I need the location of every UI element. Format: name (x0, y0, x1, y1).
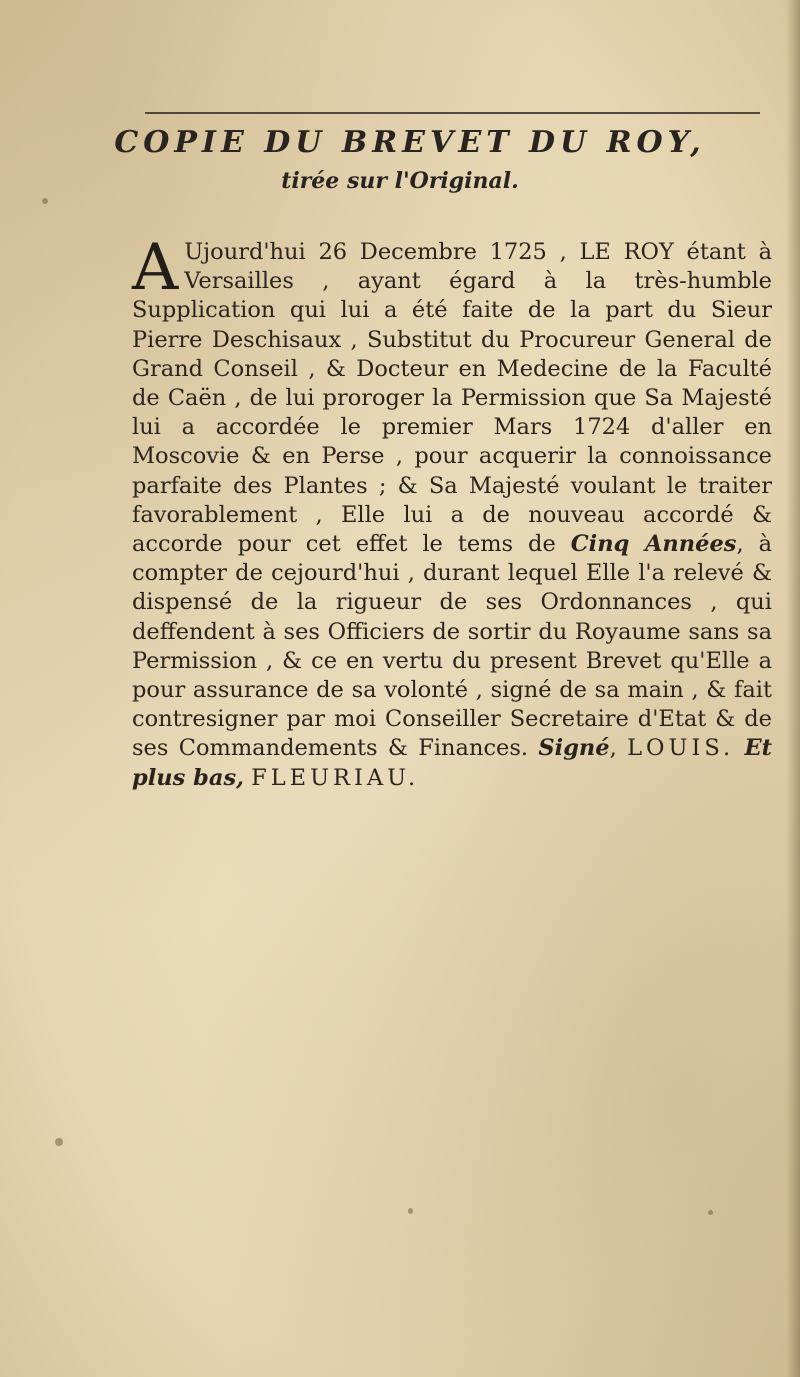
body-intro: Ujourd'hui 26 Decembre 1725 , LE ROY étant à Versailles , ayant égard à la très-humble Supplication qui lui a été faite de la part du Sieur Pierre Deschisaux , Substitut du Procureur General de Grand Conseil , & Docteur en Medecine de la Faculté de Caën , de lui proroger la Permission que Sa Majesté lui a accordée le premier Mars 1724 d'aller en Moscovie & en Perse , pour acquerir la connoissance parfaite des Plantes ; & Sa Majesté voulant le traiter favorablement , Elle lui a de nouveau accordé & accorde pour cet effet le tems de (132, 239, 772, 558)
countersigner-name: FLEURIAU. (251, 764, 420, 791)
document-title: COPIE DU BREVET DU ROY, (114, 125, 706, 160)
document-body: A Ujourd'hui 26 Decembre 1725 , LE ROY étant à Versailles , ayant égard à la très-humble Supplication qui lui a été faite de la part du Sieur Pierre Deschisaux , Substitut du Procureur General de Grand Conseil , & Docteur en Medecine de la Faculté de Caën , de lui proroger la Permission que Sa Majesté lui a accordée le premier Mars 1724 d'aller en Moscovie & en Perse , pour acquerir la connoissance parfaite des Plantes ; & Sa Majesté voulant le traiter favorablement , Elle lui a de nouveau accordé & accorde pour cet effet le tems de Cinq Années, à compter de cejourd'hui , durant lequel Elle l'a relevé & dispensé de la rigueur de ses Ordonnances , qui deffendent à ses Officiers de sortir du Royaume sans sa Permission , & ce en vertu du present Brevet qu'Elle a pour assurance de sa volonté , signé de sa main , & fait contresigner par moi Conseiller Secretaire d'Etat & de ses Commandements & Finances. Signé, LOUIS. Et plus bas, FLEURIAU. (132, 231, 773, 791)
lower-label: Et plus bas, (132, 735, 773, 791)
ink-spot (408, 1208, 413, 1214)
ink-spot (708, 1210, 713, 1215)
drop-cap: A (132, 231, 179, 305)
signer-name: LOUIS. (627, 735, 735, 762)
header-rule (145, 112, 760, 114)
document-subtitle: tirée sur l'Original. (281, 168, 519, 194)
signed-label: Signé (538, 735, 610, 762)
ink-spot (55, 1138, 63, 1146)
emphasis-duration: Cinq Années (570, 531, 737, 558)
ink-spot (42, 198, 48, 204)
body-middle: , à compter de cejourd'hui , durant lequel Elle l'a relevé & dispensé de la rigueur de ses Ordonnances , qui deffendent à ses Officiers de sortir du Royaume sans sa Permission , & ce en vertu du present Brevet qu'Elle a pour assurance de sa volonté , signé de sa main , & fait contresigner par moi Conseiller Secretaire d'Etat & de ses Commandements & Finances. (132, 531, 772, 762)
